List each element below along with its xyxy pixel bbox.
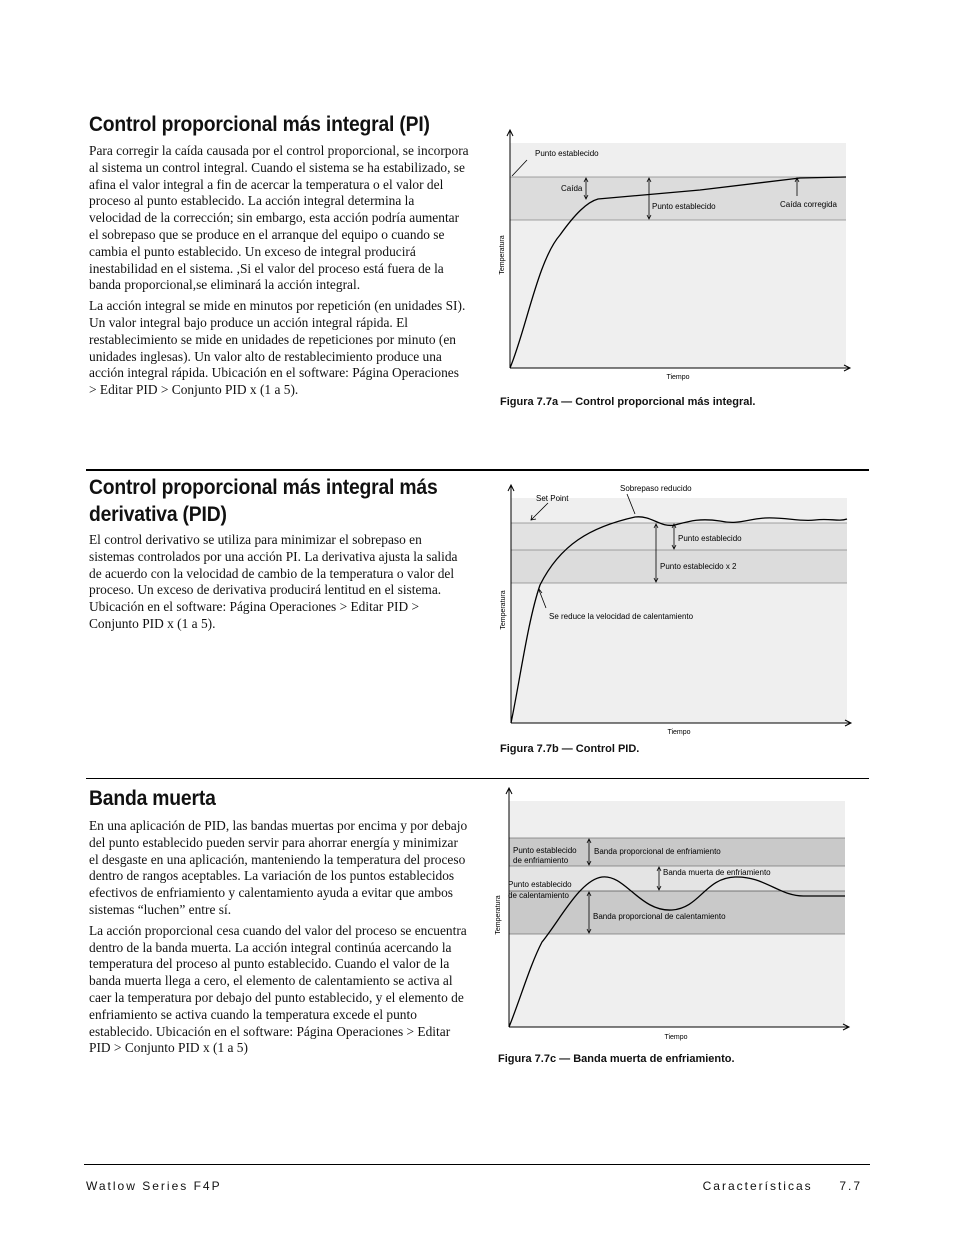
x-axis-label: Tiempo <box>664 1034 688 1041</box>
section-divider <box>86 469 869 471</box>
y-axis-label: Temperatura <box>495 895 502 935</box>
paragraph: El control derivativo se utiliza para minimizar el sobrepaso en sistemas controlados por una acción PI. La derivativa ajusta la salida de acuerdo con la velocidad de cambio de la temperatura o valor del proceso. Un exceso de derivativa producirá lentitud en el sistema. Ubicación en el software: Página Operaciones > Editar PID > Conjunto PID x (1 a 5). <box>89 532 458 631</box>
label-cooling-band: Banda proporcional de enfriamiento <box>594 847 721 856</box>
label-heat-setpoint: Punto establecido <box>508 880 572 889</box>
figure-caption: Figura 7.7c — Banda muerta de enfriamiento. <box>498 1053 735 1065</box>
label-droop-corrected: Caída corregida <box>780 200 837 209</box>
footer-left: Watlow Series F4P <box>86 1179 222 1193</box>
label-droop: Caída <box>561 184 583 193</box>
figure-caption: Figura 7.7a — Control proporcional más integral. <box>500 396 756 408</box>
label-setpoint-top: Punto establecido <box>535 149 599 158</box>
y-axis-label: Temperatura <box>499 235 506 275</box>
paragraph: Para corregir la caída causada por el control proporcional, se incorpora al sistema un control integral. Cuando el sistema se ha estabilizado, se afina el valor integral a fin de acercar la temperatura o el valor del proceso al punto establecido. La acción integral determina la velocidad de la corrección; sin embargo, esta acción podría aumentar el sobrepaso que se produce en el arranque del equipo o cuando se cambia el punto establecido. Un exceso de integral producirá inestabilidad en el sistema. ,Si el valor del proceso está fuera de la banda proporcional,se eliminará la acción integral. <box>89 143 469 293</box>
figure-caption: Figura 7.7b — Control PID. <box>500 743 640 755</box>
x-axis-label: Tiempo <box>666 374 690 381</box>
section-deadband-title: Banda muerta <box>89 787 216 810</box>
figure-pid-chart <box>495 480 855 742</box>
label-cool-setpoint-2: de enfriamiento <box>513 856 569 865</box>
figure-deadband-chart <box>490 785 855 1045</box>
label-deadband: Banda muerta de enfriamiento <box>663 868 771 877</box>
paragraph: La acción integral se mide en minutos por repetición (en unidades SI). Un valor integral bajo produce un acción integral rápida. El restablecimiento se mide en unidades de repeticiones por minuto (en unidades inglesas). Un valor alto de restablecimiento produce una acción integral rápida. Ubicación en el software: Página Operaciones > Editar PID > Conjunto PID x (1 a 5). <box>89 298 466 398</box>
x-axis-label: Tiempo <box>667 729 691 736</box>
section-pi-title: Control proporcional más integral (PI) <box>89 113 430 136</box>
section-deadband-body <box>89 818 469 1061</box>
footer-rule <box>84 1164 870 1165</box>
section-pi-body <box>89 143 469 403</box>
label-cool-setpoint: Punto establecido <box>513 846 577 855</box>
title-line: Control proporcional más integral más <box>89 476 438 499</box>
label-set-point: Set Point <box>536 494 569 503</box>
section-pid-body <box>89 532 469 637</box>
label-setpoint-x2: Punto establecido x 2 <box>660 562 737 571</box>
figure-pi-chart <box>495 125 855 387</box>
section-divider <box>86 778 869 779</box>
paragraph: La acción proporcional cesa cuando del valor del proceso se encuentra dentro de la banda muerta. La acción integral continúa acercando la temperatura del proceso al punto establecido. Cuando el valor de la banda muerta llega a cero, el elemento de calentamiento se activa al caer la temperatura por debajo del punto establecido, y el elemento de enfriamiento se activa cuando la temperatura excede el punto establecido. Ubicación en el software: Página Operaciones > Editar PID > Conjunto PID x (1 a 5) <box>89 922 467 1056</box>
footer-right: Características 7.7 <box>702 1179 862 1193</box>
title-line: derivativa (PID) <box>89 503 227 526</box>
label-heating-band: Banda proporcional de calentamiento <box>593 912 726 921</box>
paragraph: En una aplicación de PID, las bandas muertas por encima y por debajo del punto establecido pueden servir para ahorrar energía y minimizar el desgaste en una aplicación, manteniendo la temperatura del proceso dentro de rangos aceptables. La variación de los puntos establecidos efectivos de enfriamiento y calentamiento ayuda a evitar que ambos sistemas “luchen” entre sí. <box>89 818 468 917</box>
label-heat-setpoint-2: de calentamiento <box>508 891 569 900</box>
section-pid-title <box>89 474 438 528</box>
label-setpoint: Punto establecido <box>678 534 742 543</box>
label-reduced-heating: Se reduce la velocidad de calentamiento <box>549 612 694 621</box>
y-axis-label: Temperatura <box>500 590 507 630</box>
label-reduced-overshoot: Sobrepaso reducido <box>620 484 692 493</box>
label-setpoint-mid: Punto establecido <box>652 202 716 211</box>
